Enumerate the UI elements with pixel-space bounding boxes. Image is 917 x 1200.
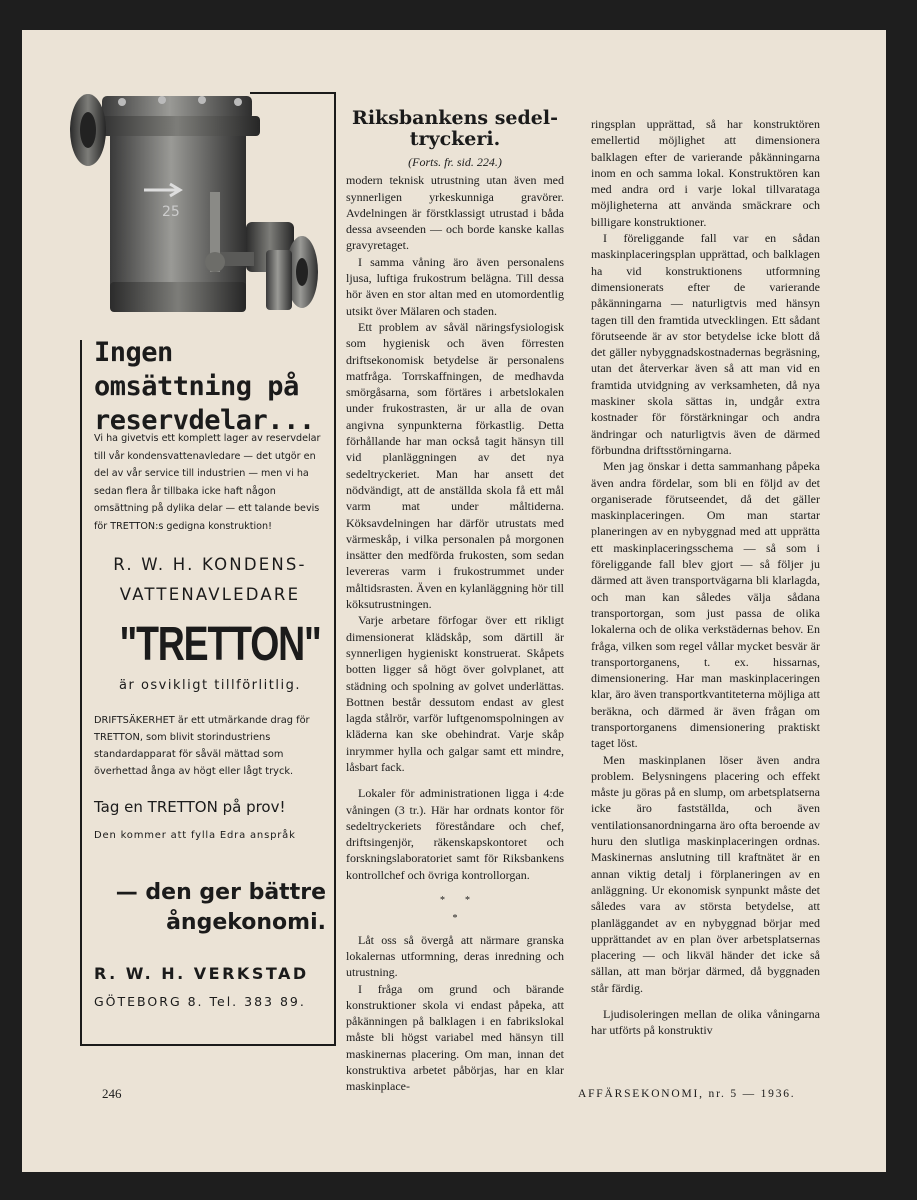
ad-address: GÖTEBORG 8. Tel. 383 89. bbox=[94, 994, 306, 1009]
ad-call-to-action: Tag en TRETTON på prov! bbox=[94, 798, 286, 816]
steam-trap-valve-illustration bbox=[62, 82, 322, 322]
ad-brand-tretton: "TRETTON" bbox=[119, 618, 321, 671]
ad-body-reservdelar: Vi ha givetvis ett komplett lager av reservdelar till vår kondensvattenavledare — det utgör en del av vår service till industrien — men vi ha sedan flera år tillbaka icke haft någon omsättning på dylika delar — ett talande bevis för TRETTON:s gedigna konstruktion! bbox=[94, 433, 321, 532]
ad-reliability: är osvikligt tillförlitlig. bbox=[119, 678, 301, 693]
paragraph: ringsplan upprättad, så har konstruktören emellertid möjlighet att dimensionera balklagen efter de varierande påkänningarna inom en och samma lokal. Konstruktören kan med andra ord i varje lokal tillvarataga möjligheterna att använda smäckrare och billigare konstruktioner. bbox=[591, 117, 820, 229]
ad-verkstad: R. W. H. VERKSTAD bbox=[94, 964, 309, 983]
section-break-stars: * * bbox=[440, 895, 470, 907]
paragraph: Men jag önskar i detta sammanhang påpeka även andra fördelar, som bli en följd av det organiserade förutseendet, då det gäller maskinplaceringen. Om man startar planeringen av en nybyggnad med att upprätta ett maskinplaceringsschema — så som i föreliggande fall blev gjort — så följer ju därmed att även transportvägarna bli klarlagda, och man kan således välja sådana transportorgan, som just passa de olika lokalerna och de olika verkstädernas behov. En fråga, vilken som regel vållar mycket besvär är transportorganens, t. ex. hissarnas, dimensionering. Har man maskinplaceringen klar, äro även transportkvantiteterna möjliga att beräkna, och därmed är även frågan om transportorganens dimensionering praktiskt taget löst. bbox=[591, 459, 820, 751]
article-continued-note: (Forts. fr. sid. 224.) bbox=[408, 155, 502, 169]
article-column-right bbox=[591, 116, 820, 1039]
paragraph: Lokaler för administrationen ligga i 4:de våningen (3 tr.). Här har ordnats kontor för sedeltryckeriets föreståndare och chef, driftsingenjör, räkenskapskontoret och forskningslaboratoriet samt för Riksbankens kontrollchef och övriga kontrollorgan. bbox=[346, 786, 564, 882]
article-title: Riksbankens sedel-tryckeri. bbox=[352, 107, 558, 150]
valve-size-label: 25 bbox=[162, 204, 180, 220]
ad-headline: Ingen omsättning på reservdelar... bbox=[94, 337, 315, 436]
ad-slogan: — den ger bättre ångekonomi. bbox=[115, 880, 326, 935]
paragraph: modern teknisk utrustning utan även med synnerligen yrkeskunniga gravörer. Avdelningen är förstklassigt utrustad i båda dessa avseenden — och borde kanske kallas gravyretaget. bbox=[346, 173, 564, 253]
journal-footer: AFFÄRSEKONOMI, nr. 5 — 1936. bbox=[578, 1088, 796, 1100]
ad-company-line: R. W. H. KONDENS-VATTENAVLEDARE bbox=[113, 555, 307, 604]
ad-cta-sub: Den kommer att fylla Edra anspråk bbox=[94, 830, 296, 841]
paragraph: Ljudisoleringen mellan de olika våningarna har utförts på konstruktiv bbox=[591, 1007, 820, 1038]
paragraph: Ett problem av såväl näringsfysiologisk som hygienisk och även förresten driftsekonomisk betydelse är personalens matfråga. Torrskaffningen, de medhavda smörgåsarna, som förtäres i arbetslokalen under frukostrasten, är ur alla de ovan angivna synpunkterna förkastlig. Detta förhållande har man också tagit hänsyn till vid planläggningen av det nya sedeltryckeriet. Man har ansett det nödvändigt, att de anställda skola få ett mål varm mat under måltiderna. Köksavdelningen har därför utrustats med värmeskåp, i vilka personalen på morgonen insätter den medförda frukosten, som sedan levereras varm i frukostrummet under måltidsrasten. Även en kylanläggning hör till köksutrustningen. bbox=[346, 319, 564, 612]
paragraph: Men maskinplanen löser även andra problem. Belysningens placering och effekt måste ju göras på en slump, om arbetsplatserna icke äro fastställda, och även ventilationsanordningarna äro ofta beroende av huru den slutliga maskinplaceringen ordnas. Maskinernas anslutning till kraftnätet är en annan viktig detalj i förplaneringen av en anläggning. Ur ekonomisk synpunkt måste det således vara av största betydelse, att planläggandet av en nybyggnad börjar med upprättandet av en plan över arbetsplatsernas placering — och likväl händer det icke så sällan, att man börjar därmed, då byggnaden står färdig. bbox=[591, 752, 820, 995]
paragraph: Låt oss så övergå att närmare granska lokalernas utformning, deras inredning och utrustning. bbox=[346, 932, 564, 980]
paragraph: Varje arbetare förfogar över ett rikligt dimensionerat klädskåp, som därtill är synnerligen hygieniskt konstruerat. Skåpets botten ligger så högt över golvplanet, att städning och spolning av golvet underlättas. Bottnen består dessutom endast av glest lagda stålrör, varför luftgenomspolningen av kläderna kan ske obehindrat. Varje skåp inrymmer hylla och galgar samt ett mindre, låsbart fack. bbox=[346, 613, 564, 774]
section-break-star: * bbox=[452, 913, 458, 925]
page-number: 246 bbox=[102, 1086, 122, 1101]
ad-body-driftsakerhet: DRIFTSÄKERHET är ett utmärkande drag för TRETTON, som blivit storindustriens standardapparat för såväl mättad som överhettad ånga av högt eller lågt tryck. bbox=[94, 715, 310, 777]
article-column-middle bbox=[346, 155, 564, 1095]
paragraph: I samma våning äro även personalens ljusa, luftiga frukostrum belägna. Till dessa hör även en stor altan med en utomordentlig utsikt över Mälaren och staden. bbox=[346, 254, 564, 318]
paragraph: I fråga om grund och bärande konstruktioner skola vi endast påpeka, att påkänningen på balklagen i en fabrikslokal måste bli högst variabel med hänsyn till maskinernas placering. Om man, innan det konstruktiva arbetet påbörjas, har en klar maskinplace- bbox=[346, 981, 564, 1094]
paragraph: I föreliggande fall var en sådan maskinplaceringsplan upprättad, och balklagen ha vid konstruktionens utformning dimensionerats efter de varierande påkänningarna — naturligtvis med hänsyn tagen till den framtida utvecklingen. Ett sådant förutseende är av stor betydelse icke blott då det gäller nybyggnadskostnadernas begräsning, utan det återverkar även så att man vid en framtida utvidgning av verksamheten, då nya maskiner skola sättas in, undgår extra kostnader för förstärkningar och andra ändringar och naturligtvis även de därmed förbundna driftsstörningarna. bbox=[591, 231, 820, 457]
